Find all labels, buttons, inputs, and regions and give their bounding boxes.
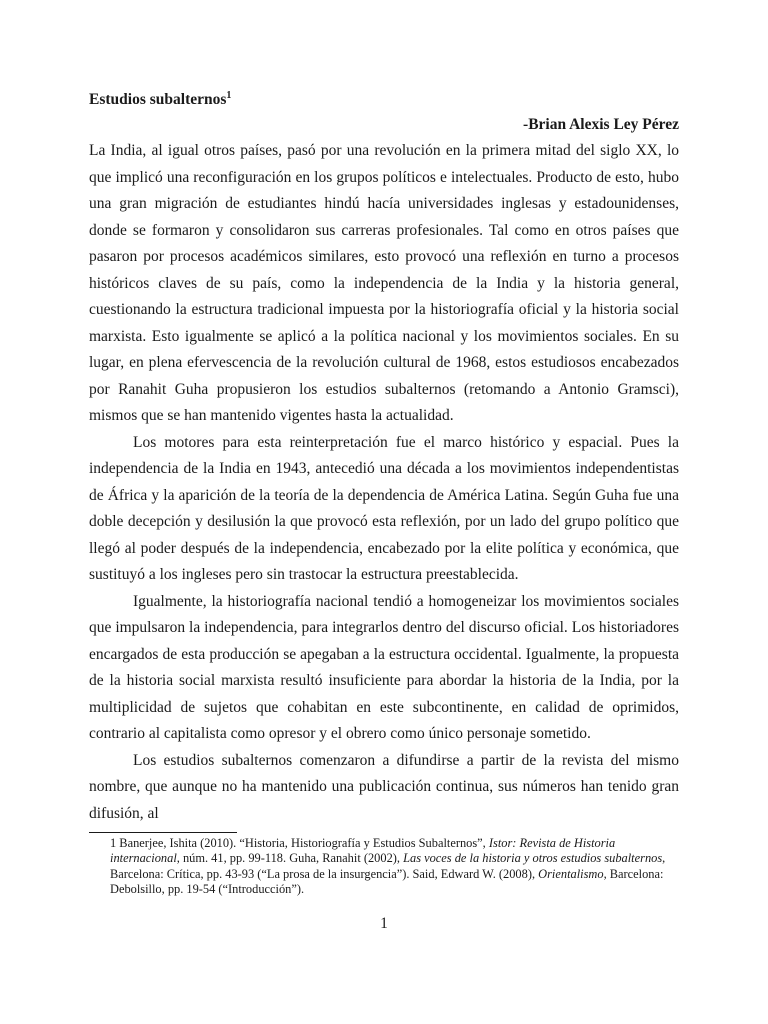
footnote-book-title-2: Orientalismo [538,866,604,881]
paragraph-2: Los motores para esta reinterpretación fue el marco histórico y espacial. Pues la independencia de la India en 1943, antecedió una década a los movimientos independentistas de África y la aparición de la teoría de la dependencia de América Latina. Según Guha fue una doble decepción y desilusión la que provocó esta reflexión, por un lado del grupo político que llegó al poder después de la independencia, encabezado por la elite política y económica, que sustituyó a los ingleses pero sin trastocar la estructura preestablecida. [89,433,679,583]
footnote-text-3: , Barcelona: Crítica, pp. 43-93 (“La prosa de la insurgencia”). Said, Edward W. (2008), [110,851,666,881]
document-title [89,90,679,110]
footnote-reference: 1 [226,89,232,101]
page-number: 1 [380,915,388,932]
author-name: -Brian Alexis Ley Pérez [523,116,679,133]
footnote-book-title-1: Las voces de la historia y otros estudios subalternos [403,851,663,866]
footnote-text-2: , núm. 41, pp. 99-118. Guha, Ranahit (2002), [176,851,404,866]
footnote-text-4: , Barcelona: Debolsillo, pp. 19-54 (“Introducción”). [110,866,664,896]
footnote-text-1: Banerjee, Ishita (2010). “Historia, Historiografía y Estudios Subalternos”, [116,836,489,850]
footnote [110,836,678,897]
footnote-number: 1 [110,836,117,850]
footnote-journal-title: Istor: Revista de Historia internacional [110,836,616,866]
paragraph-4: Los estudios subalternos comenzaron a difundirse a partir de la revista del mismo nombre, que aunque no ha mantenido una publicación continua, sus números han tenido gran difusión, al [89,751,679,822]
paragraph-3: Igualmente, la historiografía nacional tendió a homogeneizar los movimientos sociales que impulsaron la independencia, para integrarlos dentro del discurso oficial. Los historiadores encargados de esta producción se apegaban a la estructura occidental. Igualmente, la propuesta de la historia social marxista resultó insuficiente para abordar la historia de la India, por la multiplicidad de sujetos que cohabitan en este subcontinente, en calidad de oprimidos, contrario al capitalista como opresor y el obrero como único personaje sometido. [89,592,679,742]
paragraph-1: La India, al igual otros países, pasó por una revolución en la primera mitad del siglo XX, lo que implicó una reconfiguración en los grupos políticos e intelectuales. Producto de esto, hubo una gran migración de estudiantes hindú hacía universidades inglesas y estadounidenses, donde se formaron y consolidaron sus carreras profesionales. Tal como en otros países que pasaron por procesos académicos similares, esto provocó una reflexión en turno a procesos históricos claves de su país, como la independencia de la India y la historia general, cuestionando la estructura tradicional impuesta por la historiografía oficial y la historia social marxista. Esto igualmente se aplicó a la política nacional y los movimientos sociales. En su lugar, en plena efervescencia de la revolución cultural de 1968, estos estudiosos encabezados por Ranahit Guha propusieron los estudios subalternos (retomando a Antonio Gramsci), mismos que se han mantenido vigentes hasta la actualidad. [89,142,679,424]
title-text: Estudios subalternos [89,91,227,108]
footnote-separator [89,832,237,833]
document-body [89,90,679,827]
